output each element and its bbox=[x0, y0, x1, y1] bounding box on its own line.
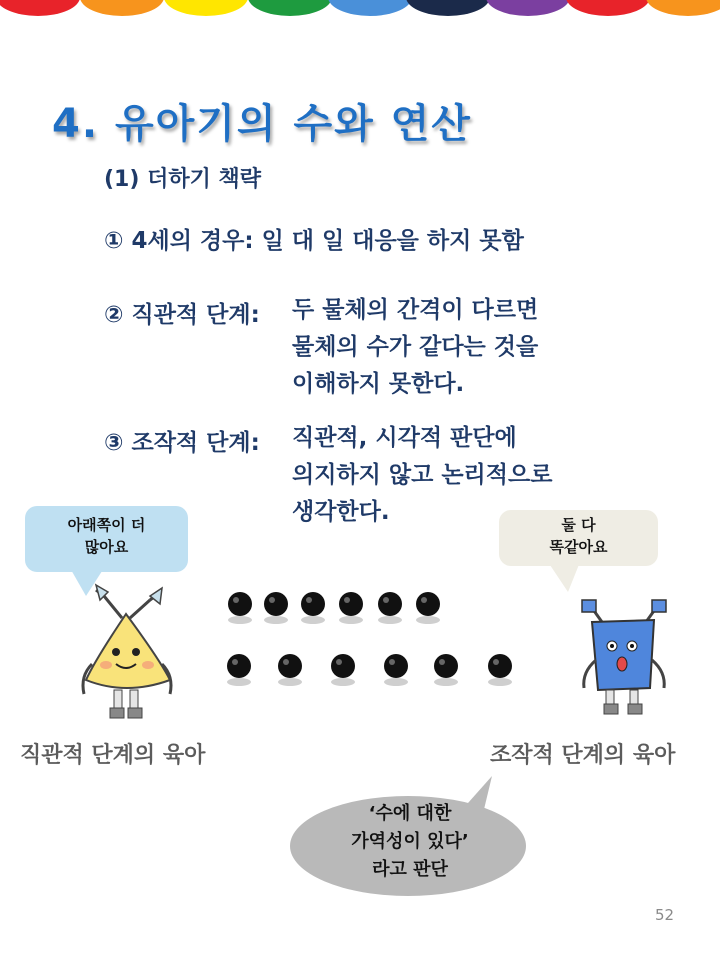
dot-row-top bbox=[228, 592, 440, 624]
item-intuitive-line: 두 물체의 간격이 다르면 bbox=[292, 297, 539, 323]
right-bubble-line: 둘 다 bbox=[561, 516, 596, 534]
center-bubble-text bbox=[300, 800, 520, 884]
operational-stage-caption: 조작적 단계의 육아 bbox=[490, 743, 676, 768]
item-intuitive-label: ② 직관적 단계: bbox=[104, 302, 260, 328]
item-operational-line: 직관적, 시각적 판단에 bbox=[292, 425, 517, 451]
blue-square-character bbox=[582, 600, 666, 714]
left-bubble-line: 많아요 bbox=[84, 538, 129, 556]
item-intuitive-line: 이해하지 못한다. bbox=[292, 371, 465, 397]
slide-subtitle: (1) 더하기 책략 bbox=[104, 167, 261, 192]
item-operational-label: ③ 조작적 단계: bbox=[104, 430, 260, 456]
left-speech-bubble bbox=[25, 506, 188, 572]
intuitive-stage-caption: 직관적 단계의 육아 bbox=[20, 743, 206, 768]
item-operational-line: 생각한다. bbox=[292, 499, 390, 525]
left-bubble-line: 아래쪽이 더 bbox=[67, 516, 146, 534]
item-intuitive-line: 물체의 수가 같다는 것을 bbox=[292, 334, 539, 360]
center-bubble-line: ‘수에 대한 bbox=[368, 803, 452, 824]
right-speech-bubble bbox=[499, 510, 658, 566]
item-operational-line: 의지하지 않고 논리적으로 bbox=[292, 462, 553, 488]
center-bubble-line: 가역성이 있다’ bbox=[351, 831, 469, 852]
page-number: 52 bbox=[655, 906, 675, 924]
right-bubble-line: 똑같아요 bbox=[549, 538, 608, 556]
slide-title: 4. 유아기의 수와 연산 bbox=[52, 101, 472, 147]
dot-row-bottom bbox=[227, 654, 512, 686]
right-bubble-tail bbox=[548, 562, 580, 592]
yellow-triangle-character bbox=[83, 585, 171, 718]
item-4-years: ① 4세의 경우: 일 대 일 대응을 하지 못함 bbox=[104, 228, 524, 254]
center-bubble-line: 라고 판단 bbox=[372, 859, 448, 880]
